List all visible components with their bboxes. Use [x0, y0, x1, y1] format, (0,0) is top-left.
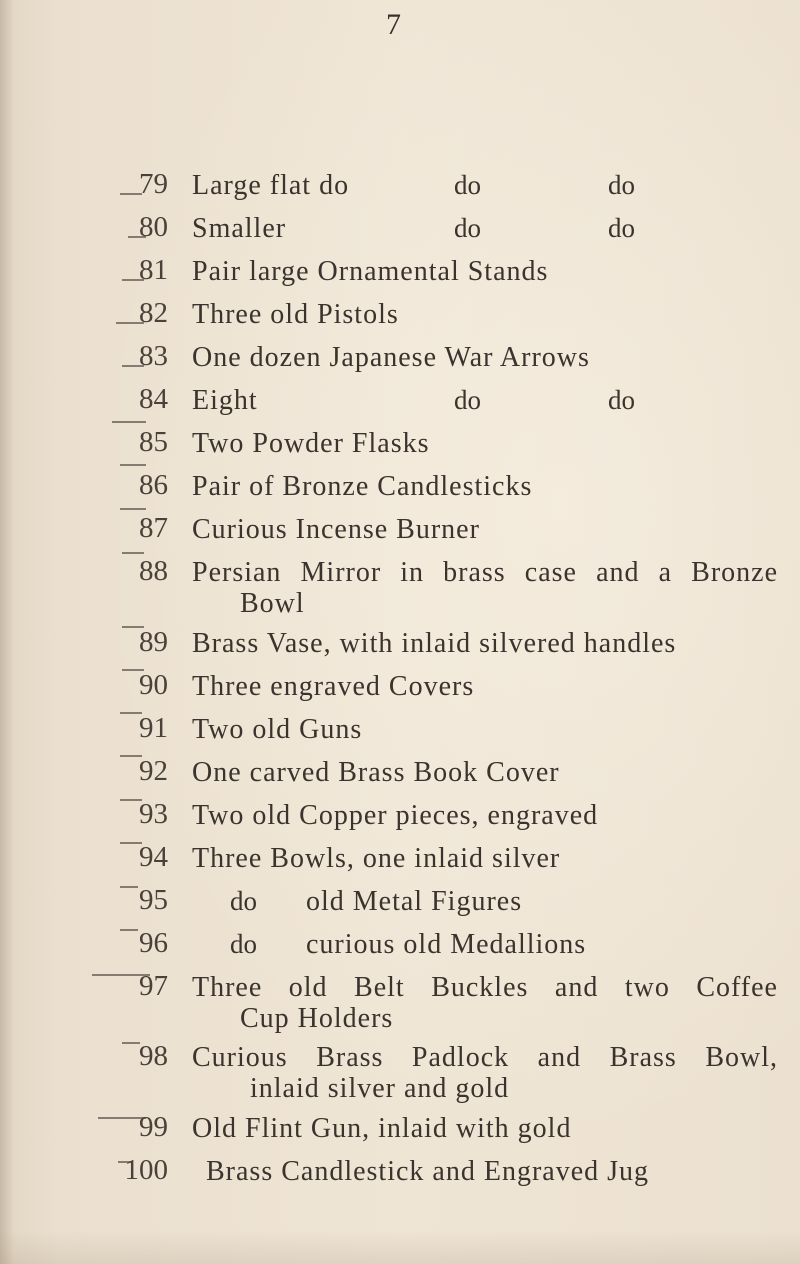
page-bottom-shade: [0, 1230, 800, 1264]
ditto-mark: do: [454, 385, 481, 415]
lot-description: Two Powder Flasks: [192, 428, 430, 459]
lot-number: 89: [139, 626, 168, 658]
lot-description: One dozen Japanese War Arrows: [192, 342, 590, 373]
pencil-dash: [112, 421, 146, 423]
ditto-mark: do: [608, 385, 635, 415]
lot-number: 82: [139, 297, 168, 329]
pencil-dash: [120, 508, 146, 510]
lot-description: Curious Incense Burner: [192, 514, 480, 545]
lot-description-continuation: Cup Holders: [240, 1003, 394, 1034]
lot-number: 83: [139, 340, 168, 372]
lot-number: 99: [139, 1111, 168, 1143]
ditto-mark: do: [608, 170, 635, 200]
lot-description: Three Bowls, one inlaid silver: [192, 843, 561, 874]
lot-number: 85: [139, 426, 168, 458]
pencil-dash: [122, 552, 144, 554]
page-number: 7: [386, 8, 401, 41]
lot-description-continuation: Bowl: [240, 588, 305, 619]
page-gutter-shadow: [0, 0, 14, 1264]
ditto-mark: do: [608, 213, 635, 243]
ditto-mark: do: [454, 170, 481, 200]
lot-description: Large flat do: [192, 170, 350, 201]
lot-description: [192, 557, 778, 619]
lot-number: 93: [139, 798, 168, 830]
lot-number: 90: [139, 669, 168, 701]
lot-number: 80: [139, 211, 168, 243]
lot-number: 96: [139, 927, 168, 959]
lot-description: Smaller: [192, 213, 287, 244]
lot-description: Two old Copper pieces, engraved: [192, 800, 599, 831]
lot-number: 92: [139, 755, 168, 787]
lot-number: 88: [139, 555, 168, 587]
lot-description: Pair large Ornamental Stands: [192, 256, 549, 287]
lot-description: [192, 1042, 778, 1104]
lot-description: Old Flint Gun, inlaid with gold: [192, 1113, 572, 1144]
lot-description: Three engraved Covers: [192, 671, 475, 702]
lot-number: 84: [139, 383, 168, 415]
lot-description: Three old Pistols: [192, 299, 399, 330]
lot-number: 94: [139, 841, 168, 873]
lot-number: 87: [139, 512, 168, 544]
lot-number: 79: [139, 168, 168, 200]
lot-description: Two old Guns: [192, 714, 363, 745]
lot-number: 86: [139, 469, 168, 501]
lot-description: One carved Brass Book Cover: [192, 757, 560, 788]
ditto-mark: do: [454, 213, 481, 243]
lot-description-line: Three old Belt Buckles and two Coffee: [192, 972, 778, 1003]
lot-number: 97: [139, 970, 168, 1002]
ditto-mark: do: [230, 929, 257, 959]
lot-description: Pair of Bronze Candlesticks: [192, 471, 533, 502]
lot-number: 100: [124, 1154, 168, 1186]
lot-description-line: Curious Brass Padlock and Brass Bowl,: [192, 1042, 778, 1073]
lot-number: 98: [139, 1040, 168, 1072]
lot-description: curious old Medallions: [306, 929, 587, 960]
lot-description-line: Persian Mirror in brass case and a Bronze: [192, 557, 778, 588]
lot-description: old Metal Figures: [306, 886, 523, 917]
lot-description-continuation: inlaid silver and gold: [250, 1073, 510, 1104]
pencil-dash: [120, 464, 146, 466]
lot-description: Brass Vase, with inlaid silvered handles: [192, 628, 677, 659]
lot-description: [192, 972, 778, 1034]
lot-number: 81: [139, 254, 168, 286]
lot-description: Brass Candlestick and Engraved Jug: [206, 1156, 650, 1187]
lot-description: Eight: [192, 385, 258, 416]
lot-number: 95: [139, 884, 168, 916]
lot-number: 91: [139, 712, 168, 744]
ditto-mark: do: [230, 886, 257, 916]
